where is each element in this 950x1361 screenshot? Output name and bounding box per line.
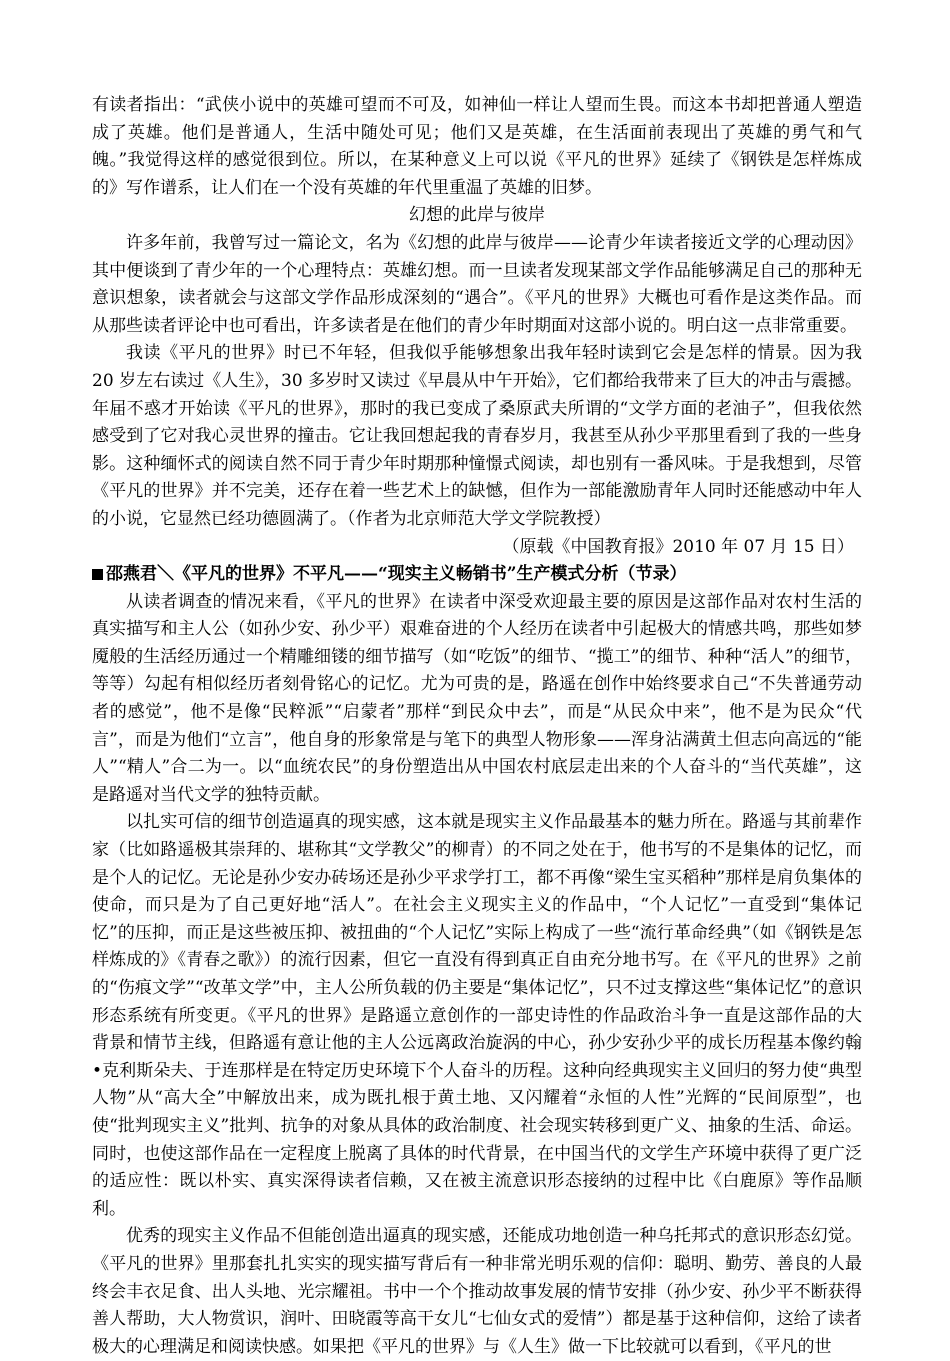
black-square-icon bbox=[92, 569, 103, 580]
paragraph: 优秀的现实主义作品不但能创造出逼真的现实感，还能成功地创造一种乌托邦式的意识形态幻觉。《平凡的世界》里那套扎扎实实的现实描写背后有一种非常光明乐观的信仰：聪明、勤劳、善良的人最终会丰衣足食、出人头地、光宗耀祖。书中一个个推动故事发展的情节安排（孙少安、孙少平不断获得善人帮助，大人物赏识，润叶、田晓霞等高干女儿“七仙女式的爱情”）都是基于这种信仰，这给了读者极大的心理满足和阅读快感。如果把《平凡的世界》与《人生》做一下比较就可以看到，《平凡的世 bbox=[92, 1226, 862, 1357]
article-heading-text: 邵燕君＼《平凡的世界》不平凡——“现实主义畅销书”生产模式分析（节录） bbox=[106, 564, 687, 585]
paragraph-continuation: 有读者指出：“武侠小说中的英雄可望而不可及，如神仙一样让人望而生畏。而这本书却把普通人塑造成了英雄。他们是普通人，生活中随处可见；他们又是英雄，在生活面前表现出了英雄的勇气和气魄。”我觉得这样的感觉很到位。所以，在某种意义上可以说《平凡的世界》延续了《钢铁是怎样炼成的》写作谱系，让人们在一个没有英雄的年代里重温了英雄的旧梦。 bbox=[92, 95, 862, 198]
paragraph: 从读者调查的情况来看，《平凡的世界》在读者中深受欢迎最主要的原因是这部作品对农村生活的真实描写和主人公（如孙少安、孙少平）艰难奋进的个人经历在读者中引起极大的情感共鸣，那些如梦魇般的生活经历通过一个精雕细镂的细节描写（如“吃饭”的细节、“揽工”的细节、种种“活人”的细节，等等）勾起有相似经历者刻骨铭心的记忆。尤为可贵的是，路遥在创作中始终要求自己“不失普通劳动者的感觉”，他不是像“民粹派”“启蒙者”那样“到民众中去”，而是“从民众中来”，他不是为民众“代言”，而是为他们“立言”，他自身的形象常是与笔下的典型人物形象——浑身沾满黄土但志向高远的“能人”“精人”合二为一。以“血统农民”的身份塑造出从中国农村底层走出来的个人奋斗的“当代英雄”，这是路遥对当代文学的独特贡献。 bbox=[92, 591, 862, 805]
paragraph: 以扎实可信的细节创造逼真的现实感，这本就是现实主义作品最基本的魅力所在。路遥与其前辈作家（比如路遥极其崇拜的、堪称其“文学教父”的柳青）的不同之处在于，他书写的不是集体的记忆，而是个人的记忆。无论是孙少安办砖场还是孙少平求学打工，都不再像“梁生宝买稻种”那样是肩负集体的使命，而只是为了自己更好地“活人”。在社会主义现实主义的作品中，“个人记忆”一直受到“集体记忆”的压抑，而正是这些被压抑、被扭曲的“个人记忆”实际上构成了一些“流行革命经典”（如《钢铁是怎样炼成的》《青春之歌》）的流行因素，但它一直没有得到真正自由充分地书写。在《平凡的世界》之前的“伤痕文学”“改革文学”中，主人公所负载的仍主要是“集体记忆”，只不过支撑这些“集体记忆”的意识形态系统有所变更。《平凡的世界》是路遥立意创作的一部史诗性的作品政治斗争一直是这部作品的大背景和情节主线，但路遥有意让他的主人公远离政治旋涡的中心，孙少安孙少平的成长历程基本像约翰•克利斯朵夫、于连那样是在特定历史环境下个人奋斗的历程。这种向经典现实主义回归的努力使“典型人物”从“高大全”中解放出来，成为既扎根于黄土地、又闪耀着“永恒的人性”光辉的“民间原型”，也使“批判现实主义”批判、抗争的对象从具体的政治制度、社会现实转移到更广义、抽象的生活、命运。同时，也使这部作品在一定程度上脱离了具体的时代背景，在中国当代的文学生产环境中获得了更广泛的适应性：既以朴实、真实深得读者信赖，又在被主流意识形态接纳的过程中比《白鹿原》等作品顺利。 bbox=[92, 812, 862, 1219]
section-title: 幻想的此岸与彼岸 bbox=[409, 205, 545, 226]
document-page bbox=[92, 92, 862, 1361]
source-citation: （原载《中国教育报》2010 年 07 月 15 日） bbox=[502, 536, 854, 557]
article-heading bbox=[92, 561, 862, 589]
paragraph: 我读《平凡的世界》时已不年轻，但我似乎能够想象出我年轻时读到它会是怎样的情景。因为我 20 岁左右读过《人生》，30 多岁时又读过《早晨从中午开始》，它们都给我带来了巨大的冲击与震撼。年届不惑才开始读《平凡的世界》，那时的我已变成了桑原武夫所谓的“文学方面的老油子”，但我依然感受到了它对我心灵世界的撞击。它让我回想起我的青春岁月，我甚至从孙少平那里看到了我的一些身影。这种缅怀式的阅读自然不同于青少年时期那种憧憬式阅读，却也别有一番风味。于是我想到，尽管《平凡的世界》并不完美，还存在着一些艺术上的缺憾，但作为一部能激励青年人同时还能感动中年人的小说，它显然已经功德圆满了。（作者为北京师范大学文学院教授） bbox=[92, 343, 862, 529]
paragraph: 许多年前，我曾写过一篇论文，名为《幻想的此岸与彼岸——论青少年读者接近文学的心理动因》其中便谈到了青少年的一个心理特点：英雄幻想。而一旦读者发现某部文学作品能够满足自己的那种无意识想象，读者就会与这部文学作品形成深刻的“遇合”。《平凡的世界》大概也可看作是这类作品。而从那些读者评论中也可看出，许多读者是在他们的青少年时期面对这部小说的。明白这一点非常重要。 bbox=[92, 232, 862, 336]
